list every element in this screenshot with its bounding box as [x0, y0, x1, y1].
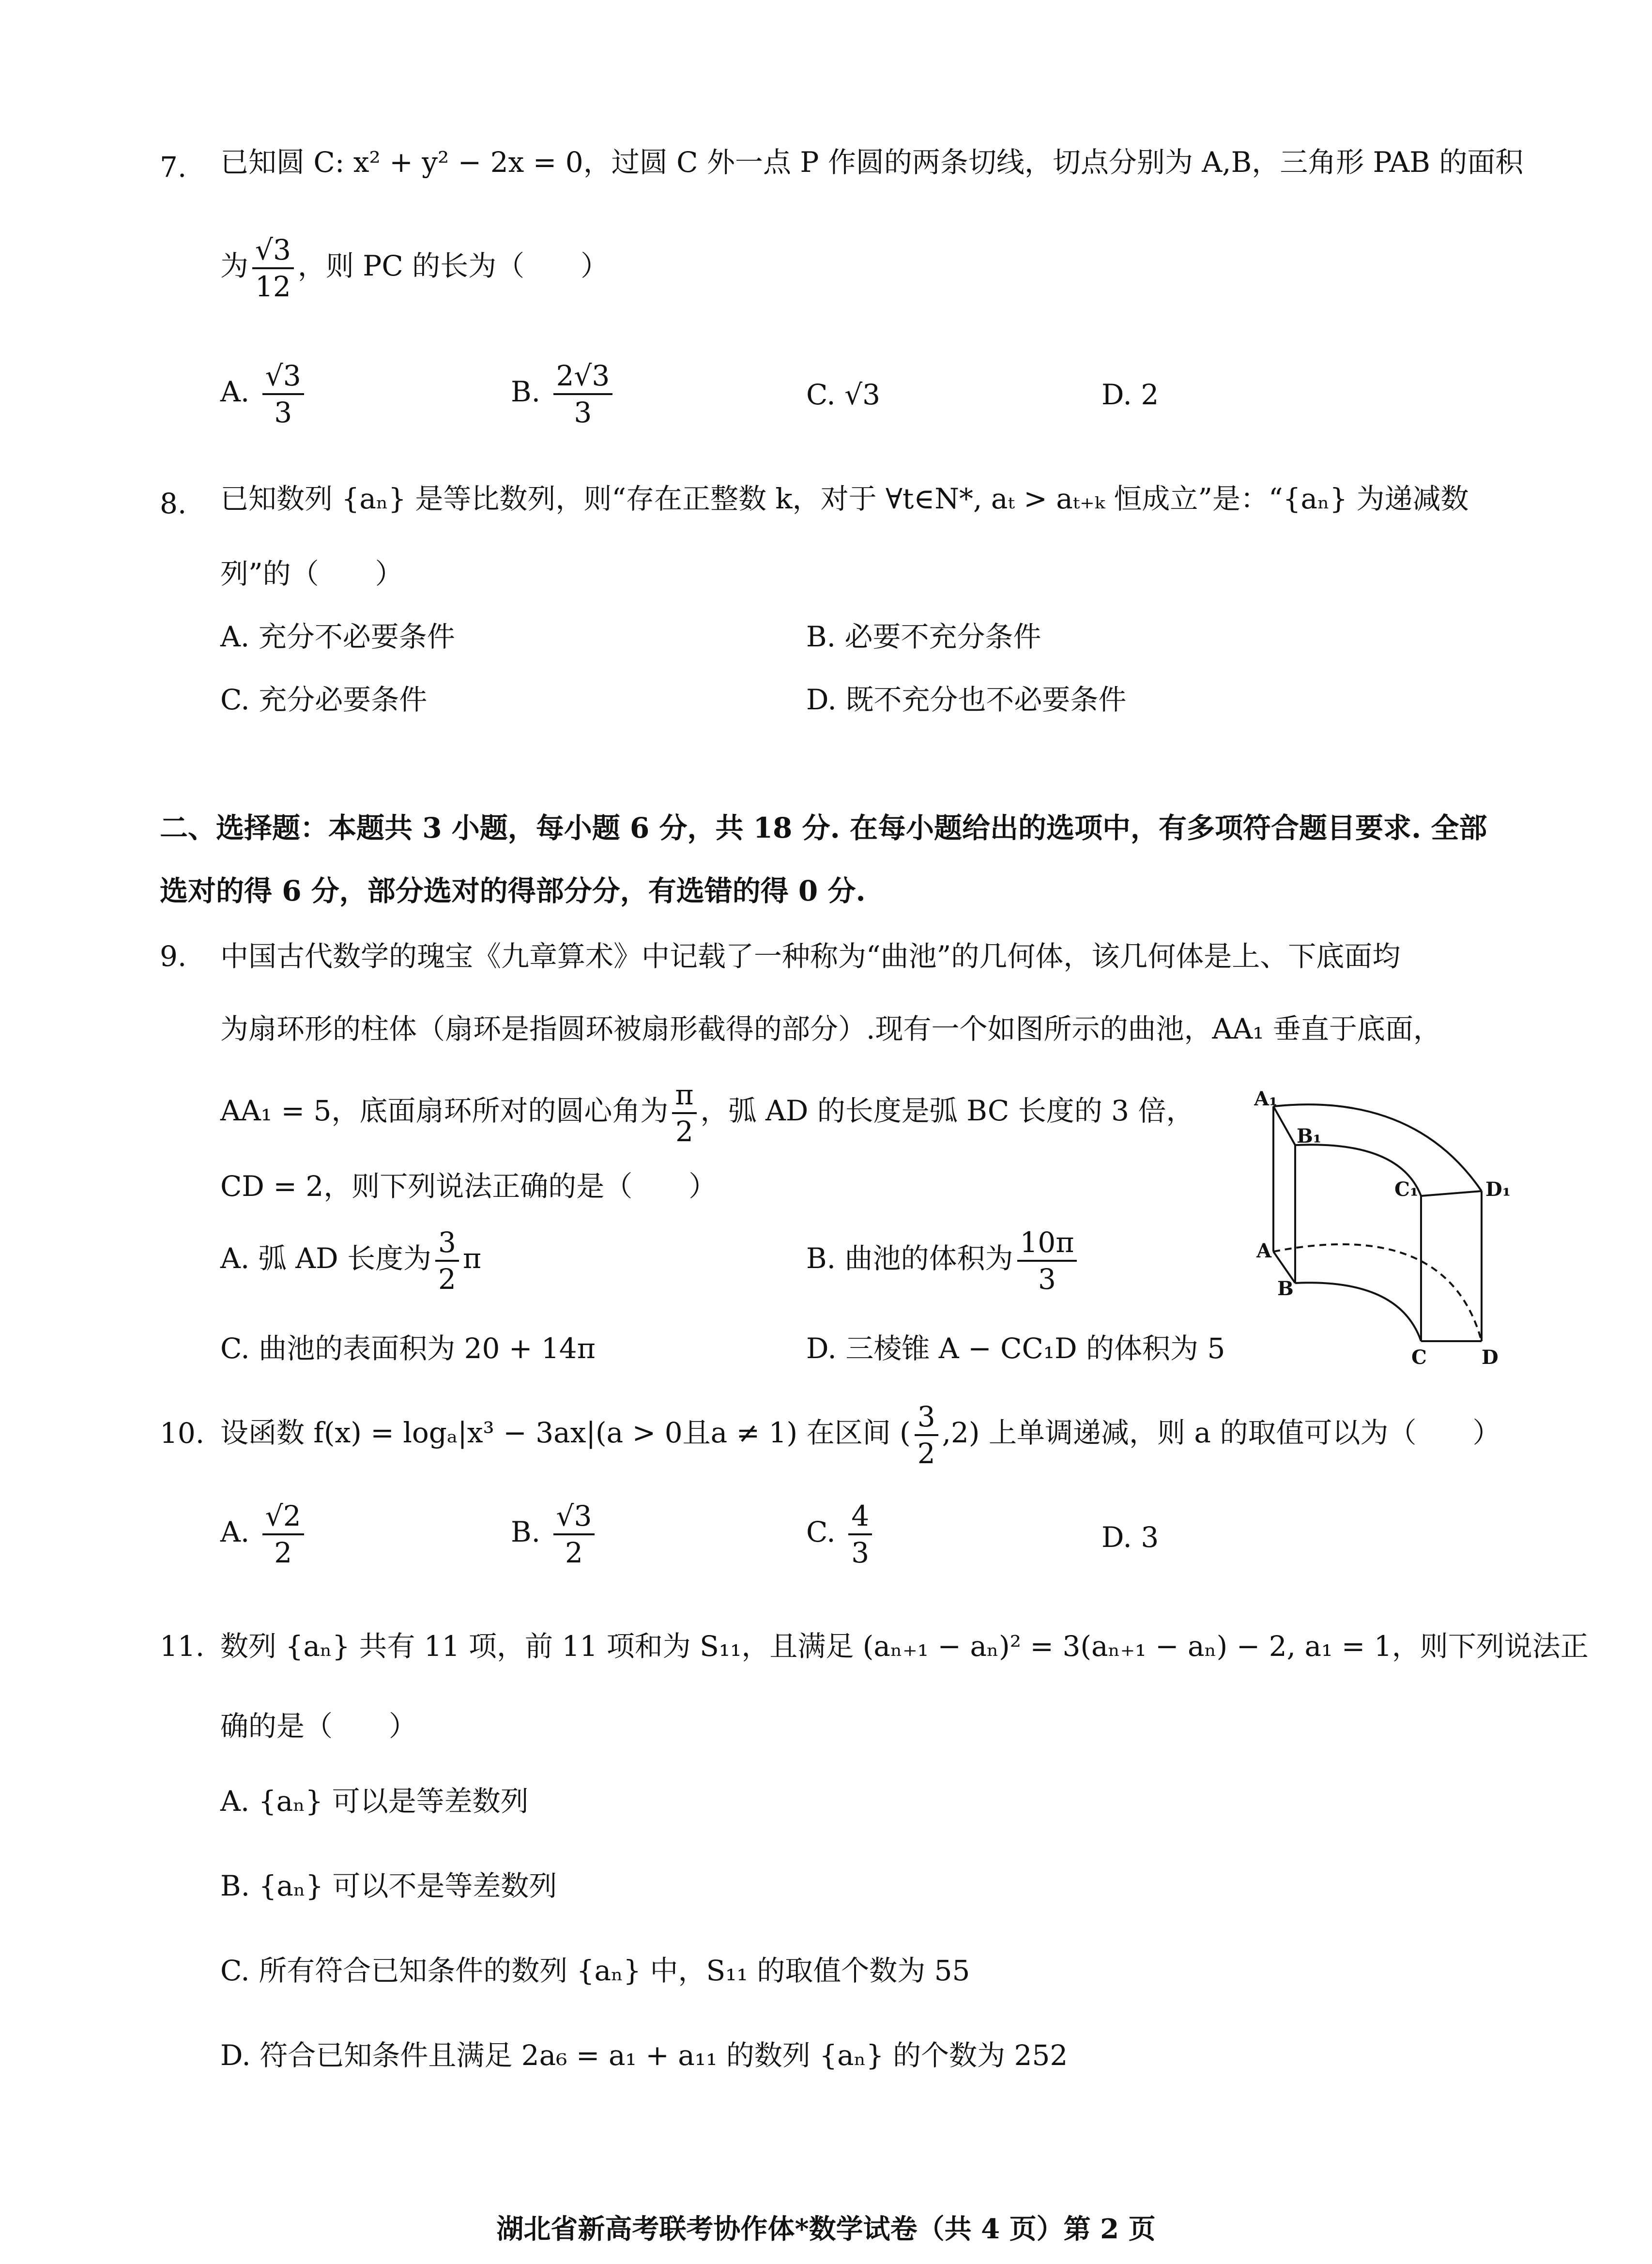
q7-option-c	[806, 375, 880, 414]
q9-option-b-frac	[1017, 1225, 1077, 1297]
q11-option-a-label: A.	[220, 1785, 250, 1818]
q10-number: 10.	[160, 1417, 205, 1450]
q8-number: 8.	[160, 487, 187, 520]
q9-number: 9.	[160, 940, 187, 973]
q10-option-a-den: 2	[274, 1536, 292, 1569]
q10-option-c-num: 4	[848, 1499, 872, 1535]
q8-option-c-text: 充分必要条件	[259, 683, 428, 716]
q8-option-a	[220, 617, 455, 656]
q10-option-b-num: √3	[553, 1499, 595, 1535]
q10-option-d	[1101, 1518, 1159, 1557]
q9-option-b-num: 10π	[1017, 1225, 1077, 1262]
q9-option-a-label: A.	[220, 1242, 250, 1275]
q7-pre: 为	[220, 249, 249, 283]
section2-line1: 二、选择题：本题共 3 小题，每小题 6 分，共 18 分. 在每小题给出的选项中，有多项符合题目要求. 全部	[160, 811, 1487, 844]
q9-option-c-label: C.	[220, 1332, 250, 1365]
q7-option-a-den: 3	[274, 396, 292, 429]
q9-option-c	[220, 1329, 596, 1368]
q9-line1: 中国古代数学的瑰宝《九章算术》中记载了一种称为“曲池”的几何体，该几何体是上、下底面均	[220, 940, 1401, 973]
q10-interval-den: 2	[917, 1437, 935, 1470]
q7-option-a-frac	[262, 358, 304, 430]
q8-option-d-text: 既不充分也不必要条件	[845, 683, 1127, 716]
q9-option-a-num: 3	[435, 1225, 459, 1262]
q9-line3	[220, 1077, 1194, 1149]
qu-chi-figure	[1254, 1087, 1525, 1368]
q7-frac-den: 12	[255, 270, 291, 303]
q11-option-b-label: B.	[220, 1869, 250, 1902]
q11-line1: 数列 {aₙ} 共有 11 项，前 11 项和为 S₁₁，且满足 (aₙ₊₁ − aₙ)² = 3(aₙ₊₁ − aₙ) − 2, a₁ = 1，则下列说法正	[220, 1630, 1589, 1663]
q7-option-c-label: C.	[806, 378, 836, 411]
hidden-arc-a-d	[1273, 1244, 1482, 1341]
q9-line4: CD = 2，则下列说法正确的是（ ）	[220, 1170, 717, 1203]
q7-line1: 已知圆 C: x² + y² − 2x = 0，过圆 C 外一点 P 作圆的两条切线，切点分别为 A,B，三角形 PAB 的面积	[220, 146, 1524, 179]
q9-option-a-den: 2	[438, 1263, 456, 1296]
q8-option-b-label: B.	[806, 620, 836, 653]
q7-option-a	[220, 358, 308, 430]
q7-option-c-text: √3	[844, 378, 881, 411]
q7-option-b-label: B.	[511, 375, 541, 409]
q7-option-b	[511, 358, 616, 430]
q8-option-a-label: A.	[220, 620, 250, 653]
q9-option-d	[806, 1329, 1225, 1368]
arc-a1-d1	[1273, 1104, 1482, 1191]
label-a: A	[1256, 1239, 1272, 1262]
edge-c1-d1	[1421, 1191, 1482, 1196]
label-b1: B₁	[1297, 1125, 1322, 1147]
q10-line1-post: ,2) 上单调递减，则 a 的取值可以为（ ）	[942, 1416, 1501, 1450]
q8-line1: 已知数列 {aₙ} 是等比数列，则“存在正整数 k，对于 ∀t∈N*, aₜ > aₜ₊ₖ 恒成立”是：“{aₙ} 为递减数	[220, 482, 1469, 515]
q11-option-d-label: D.	[220, 2039, 251, 2072]
q10-option-a	[220, 1499, 308, 1570]
q9-option-d-label: D.	[806, 1332, 837, 1365]
q9-line3-post: ，弧 AD 的长度是弧 BC 长度的 3 倍，	[700, 1094, 1194, 1128]
q11-option-c-text: 所有符合已知条件的数列 {aₙ} 中，S₁₁ 的取值个数为 55	[259, 1954, 970, 1987]
q9-angle-frac	[672, 1077, 696, 1149]
q8-option-c	[220, 680, 427, 719]
q11-number: 11.	[160, 1630, 205, 1663]
q11-option-c	[220, 1951, 970, 1990]
q7-option-a-label: A.	[220, 375, 250, 409]
q9-option-a-post: π	[462, 1242, 482, 1275]
q7-option-d	[1101, 375, 1159, 414]
q7-fraction	[252, 232, 294, 304]
edge-a1-b1	[1273, 1106, 1295, 1145]
q8-line2: 列”的（ ）	[220, 557, 403, 590]
q11-option-b	[220, 1866, 557, 1905]
q8-option-b-text: 必要不充分条件	[844, 620, 1041, 653]
q10-option-b-label: B.	[511, 1515, 541, 1549]
q10-option-c-frac	[848, 1499, 872, 1570]
q10-option-b	[511, 1499, 598, 1570]
q10-option-c-den: 3	[851, 1536, 870, 1569]
q9-option-b	[806, 1225, 1081, 1297]
q9-option-a	[220, 1225, 481, 1297]
q10-option-d-label: D.	[1101, 1521, 1132, 1554]
q10-line1	[220, 1399, 1500, 1471]
q11-option-a-text: {aₙ} 可以是等差数列	[258, 1785, 529, 1818]
q10-option-b-den: 2	[565, 1536, 583, 1569]
q9-option-b-pre: 曲池的体积为	[844, 1242, 1013, 1275]
q8-option-b	[806, 617, 1041, 656]
q7-line2	[220, 232, 609, 304]
q7-frac-num: √3	[252, 232, 294, 269]
q11-option-c-label: C.	[220, 1954, 250, 1987]
q10-option-c-label: C.	[806, 1515, 836, 1549]
q10-option-a-frac	[262, 1499, 304, 1570]
q9-option-d-text: 三棱锥 A − CC₁D 的体积为 5	[845, 1332, 1225, 1365]
q7-option-d-label: D.	[1101, 378, 1132, 411]
q10-option-d-text: 3	[1141, 1521, 1159, 1554]
q10-option-a-num: √2	[262, 1499, 304, 1535]
label-d: D	[1482, 1346, 1499, 1368]
q10-line1-pre: 设函数 f(x) = logₐ|x³ − 3ax|(a > 0且a ≠ 1) 在区间 (	[220, 1416, 911, 1450]
q9-option-a-pre: 弧 AD 长度为	[258, 1242, 432, 1275]
q11-option-b-text: {aₙ} 可以不是等差数列	[259, 1869, 557, 1902]
label-d1: D₁	[1485, 1178, 1511, 1201]
q8-option-a-text: 充分不必要条件	[258, 620, 455, 653]
q11-option-a	[220, 1782, 529, 1820]
q7-option-b-frac	[553, 358, 613, 430]
q9-option-c-text: 曲池的表面积为 20 + 14π	[259, 1332, 596, 1365]
q11-option-d-text: 符合已知条件且满足 2a₆ = a₁ + a₁₁ 的数列 {aₙ} 的个数为 252	[260, 2039, 1068, 2072]
q10-option-b-frac	[553, 1499, 595, 1570]
q7-option-d-text: 2	[1141, 378, 1159, 411]
q7-option-a-num: √3	[262, 358, 304, 395]
arc-b-c	[1295, 1283, 1421, 1341]
q10-interval-frac	[915, 1399, 938, 1471]
q9-angle-den: 2	[675, 1115, 693, 1148]
q10-interval-num: 3	[915, 1399, 938, 1436]
q11-option-d	[220, 2036, 1068, 2075]
q9-option-b-label: B.	[806, 1242, 836, 1275]
q7-option-b-den: 3	[574, 396, 592, 429]
q9-line3-pre: AA₁ = 5，底面扇环所对的圆心角为	[220, 1094, 669, 1128]
q11-line2: 确的是（ ）	[220, 1710, 417, 1743]
q7-number: 7.	[160, 151, 187, 184]
q9-line2: 为扇环形的柱体（扇环是指圆环被扇形截得的部分）.现有一个如图所示的曲池，AA₁ 垂直于底面，	[220, 1012, 1441, 1045]
page-footer: 湖北省新高考联考协作体*数学试卷（共 4 页）第 2 页	[496, 2213, 1156, 2245]
q7-option-b-num: 2√3	[553, 358, 613, 395]
q10-option-c	[806, 1499, 876, 1570]
q9-option-b-den: 3	[1038, 1263, 1056, 1296]
q9-option-a-frac	[435, 1225, 459, 1297]
label-a1: A₁	[1254, 1087, 1278, 1110]
label-b: B	[1277, 1277, 1294, 1300]
q10-option-a-label: A.	[220, 1515, 250, 1549]
q8-option-c-label: C.	[220, 683, 250, 716]
q9-angle-num: π	[672, 1077, 696, 1114]
q8-option-d	[806, 680, 1126, 719]
label-c1: C₁	[1394, 1178, 1419, 1201]
section2-line2: 选对的得 6 分，部分选对的得部分分，有选错的得 0 分.	[160, 874, 866, 907]
q8-option-d-label: D.	[806, 683, 837, 716]
q7-post: ，则 PC 的长为（ ）	[297, 249, 609, 283]
label-c: C	[1411, 1346, 1427, 1368]
